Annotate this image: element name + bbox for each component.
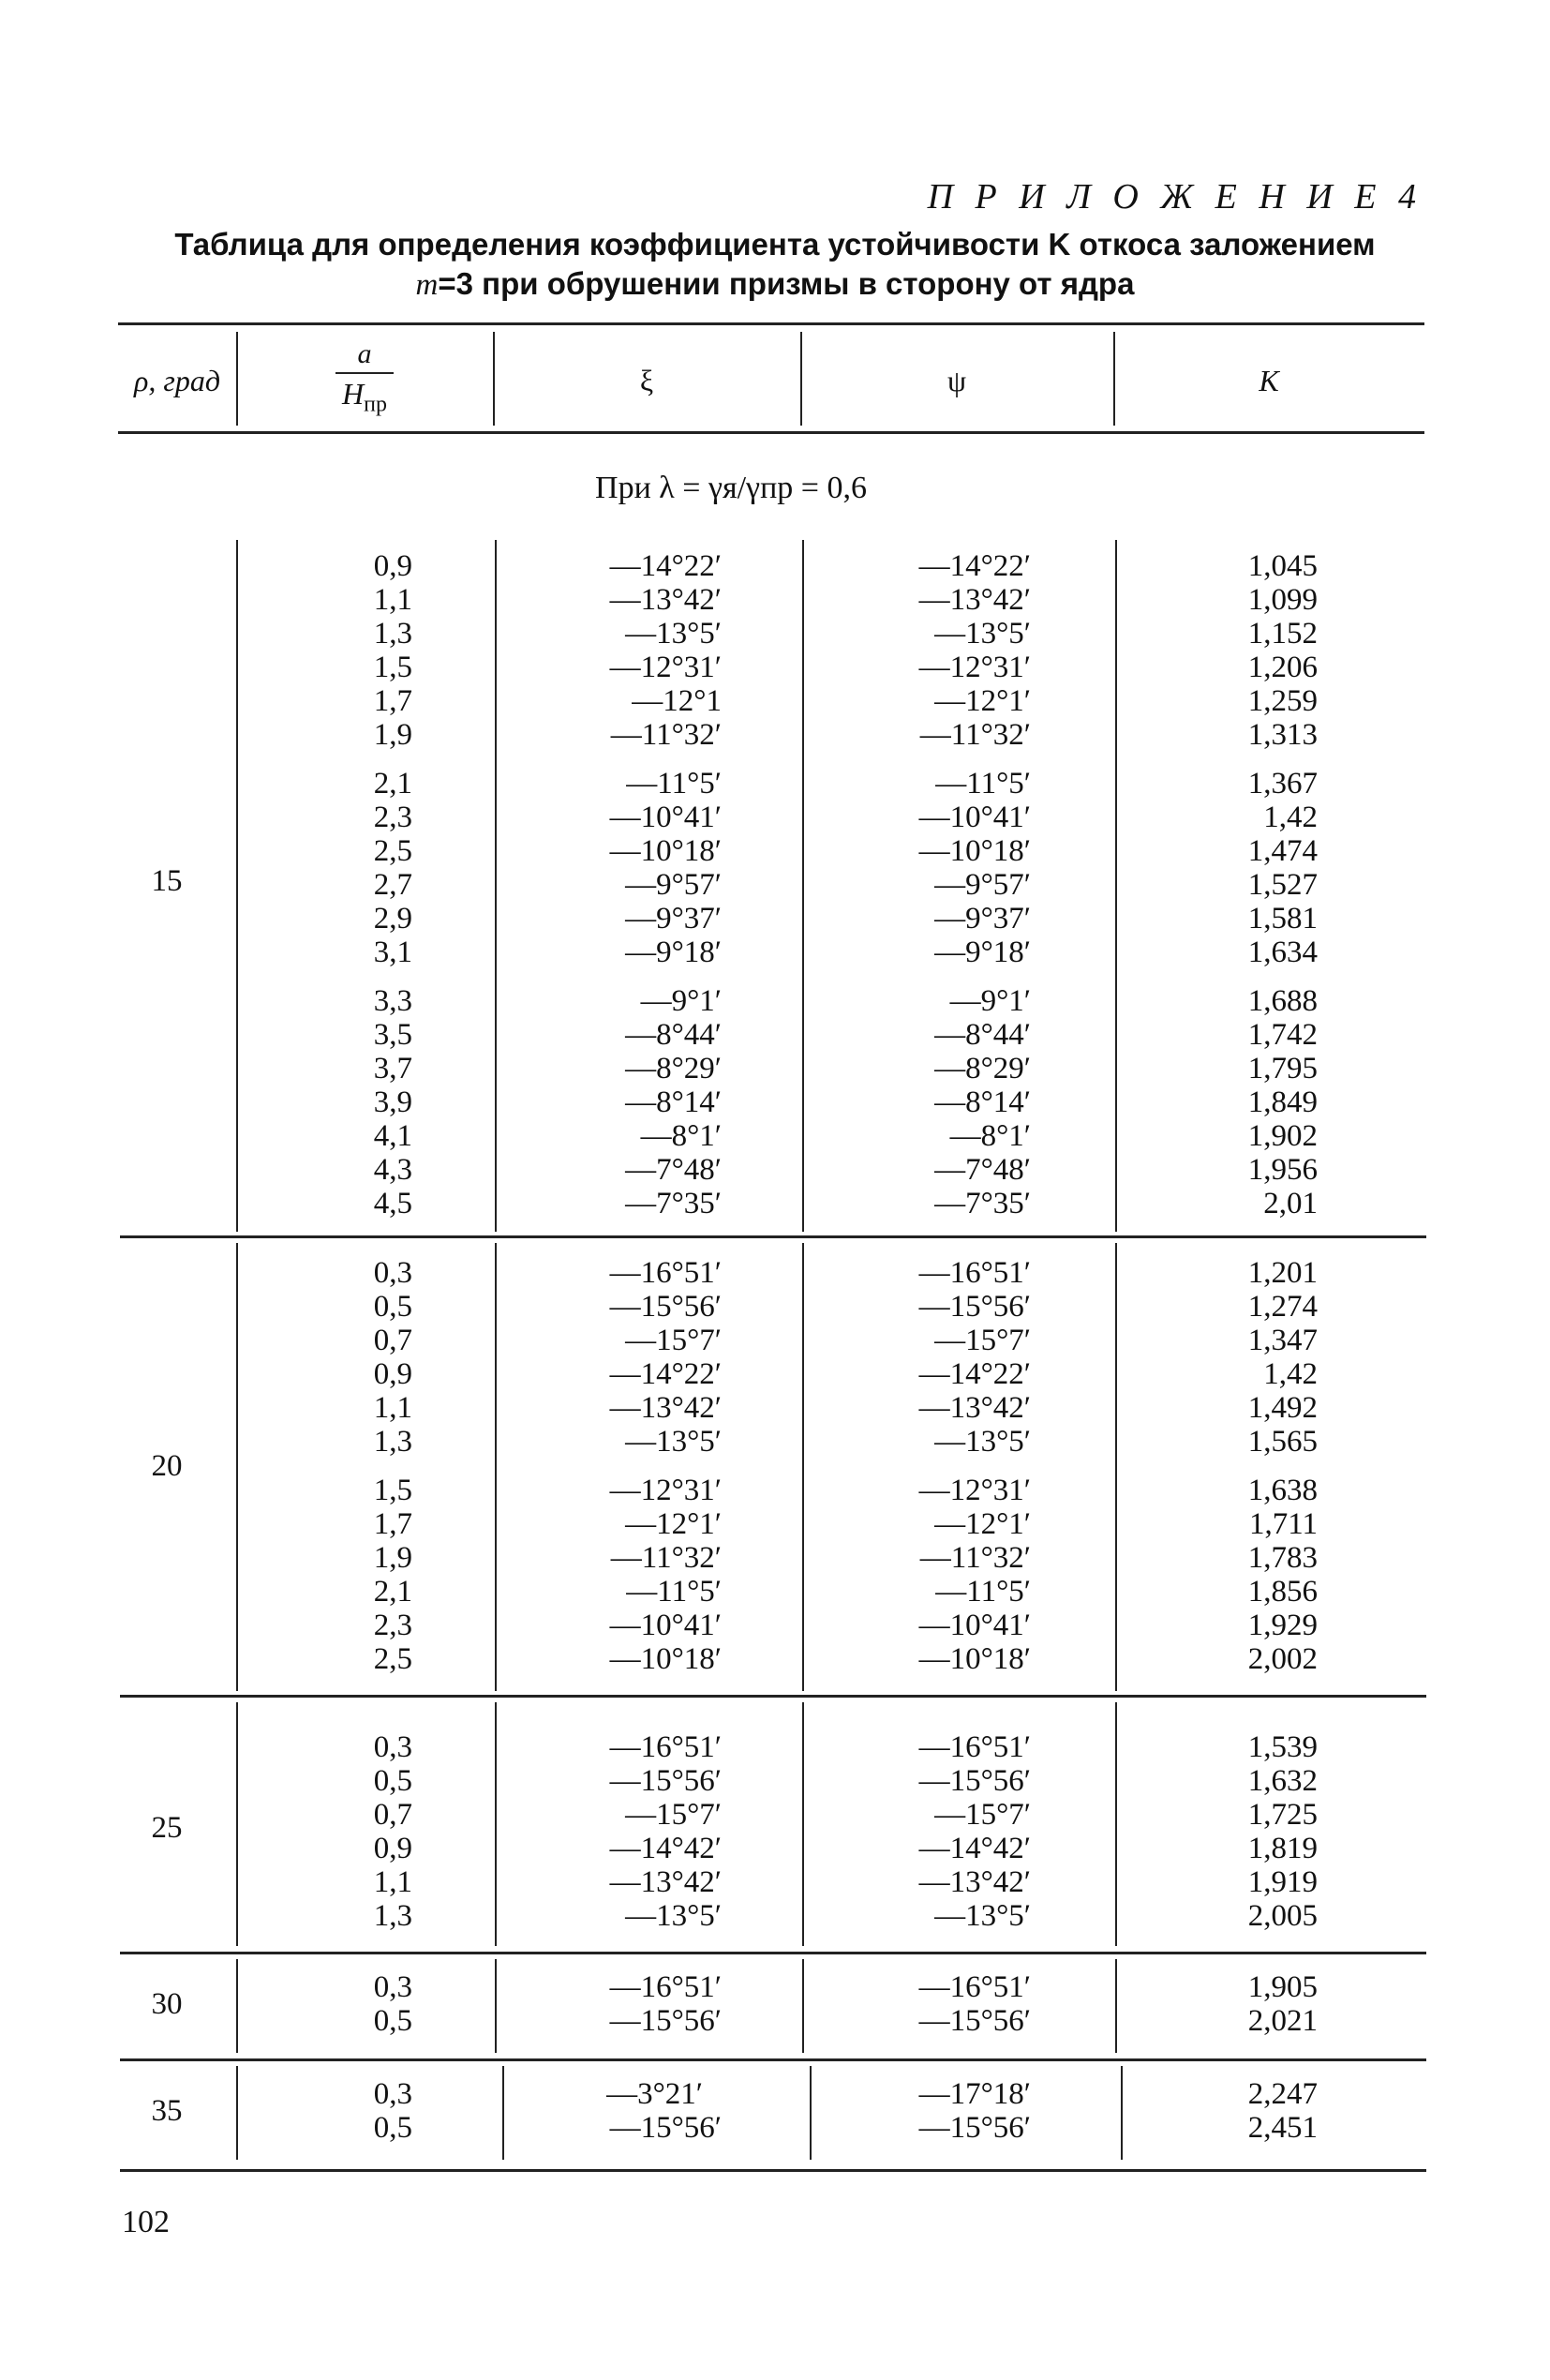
column-xi: [562, 1730, 722, 1933]
title-line-2-text: =3 при обрушении призмы в сторону от ядра: [438, 266, 1135, 301]
section-separator: [495, 1959, 497, 2053]
section-separator: [495, 1702, 497, 1946]
section-rho-25: [0, 1730, 1550, 1937]
cell-xi: —12°1′: [625, 1507, 722, 1541]
cell-psi: —10°41′: [918, 1609, 1031, 1642]
cell-a: 0,3: [373, 1256, 412, 1290]
cell-k: 1,474: [1247, 834, 1318, 868]
cell-xi: —11°32′: [610, 718, 722, 752]
col-header-xi: ξ: [639, 363, 654, 397]
title-variable: m: [415, 268, 439, 302]
cell-xi: —12°31′: [609, 651, 722, 684]
cell-k: 1,152: [1247, 617, 1318, 651]
fraction-bar: [335, 372, 394, 374]
cell-a: 0,9: [373, 1832, 412, 1865]
cell-xi: —13°42′: [609, 1865, 722, 1899]
cell-xi: —15°7′: [625, 1324, 722, 1357]
cell-xi: —10°18′: [609, 834, 722, 868]
cell-psi: —11°5′: [935, 1575, 1031, 1609]
cell-a: 0,7: [373, 1324, 412, 1357]
cell-psi: —16°51′: [918, 1730, 1031, 1764]
cell-psi: —8°1′: [949, 1119, 1031, 1153]
cell-xi: —15°56′: [609, 1290, 722, 1324]
cell-xi: —15°7′: [625, 1798, 722, 1832]
cell-a: 0,9: [373, 1357, 412, 1391]
cell-k: 1,905: [1247, 1970, 1318, 2004]
column-k: [1200, 2077, 1318, 2145]
cell-xi: —9°18′: [625, 936, 722, 969]
section-rule: [120, 1235, 1426, 1238]
cell-a: 1,3: [373, 1899, 412, 1933]
cell-psi: —14°42′: [918, 1832, 1031, 1865]
cell-psi: —11°32′: [919, 718, 1031, 752]
cell-psi: —13°42′: [918, 583, 1031, 617]
column-psi: [872, 1970, 1031, 2038]
column-psi: [872, 1256, 1031, 1676]
cell-k: 1,919: [1247, 1865, 1318, 1899]
cell-xi: —11°5′: [626, 1575, 722, 1609]
cell-xi: —16°51′: [609, 1730, 722, 1764]
cell-psi: —15°56′: [918, 1290, 1031, 1324]
cell-psi: —8°29′: [934, 1052, 1031, 1085]
col-header-k: K: [1259, 363, 1279, 397]
title-line-1: Таблица для определения коэффициента устойчивости K откоса заложением: [174, 227, 1376, 262]
cell-a: 1,5: [373, 651, 412, 684]
cell-xi: —10°41′: [609, 801, 722, 834]
cell-xi: —8°29′: [625, 1052, 722, 1085]
cell-k: 1,742: [1247, 1018, 1318, 1052]
cell-psi: —15°7′: [934, 1798, 1031, 1832]
column-k: [1200, 1730, 1318, 1933]
cell-k: 1,956: [1247, 1153, 1318, 1187]
cell-psi: —13°5′: [934, 1899, 1031, 1933]
col-header-psi: ψ: [946, 363, 967, 397]
column-a-ratio: [309, 1256, 412, 1676]
cell-k: 2,247: [1247, 2077, 1318, 2111]
cell-xi: —12°1: [632, 684, 722, 718]
cell-a: 2,1: [373, 767, 412, 801]
cell-psi: —13°42′: [918, 1391, 1031, 1425]
cell-k: 1,347: [1247, 1324, 1318, 1357]
cell-xi: —9°57′: [625, 868, 722, 902]
cell-xi: —16°51′: [609, 1970, 722, 2004]
section-rule: [120, 2058, 1426, 2061]
cell-k: 2,01: [1263, 1187, 1318, 1220]
column-k: [1200, 1256, 1318, 1676]
cell-a: 1,3: [373, 617, 412, 651]
cell-k: 1,849: [1247, 1085, 1318, 1119]
cell-k: 1,856: [1247, 1575, 1318, 1609]
cell-a: 0,3: [373, 1970, 412, 2004]
cell-k: 1,632: [1247, 1764, 1318, 1798]
column-k: [1200, 549, 1318, 1220]
cell-xi: —12°31′: [609, 1474, 722, 1507]
cell-a: 4,5: [373, 1187, 412, 1220]
cell-psi: —12°31′: [918, 651, 1031, 684]
cell-k: 1,42: [1263, 801, 1318, 834]
cell-a: 1,9: [373, 718, 412, 752]
cell-a: 3,5: [373, 1018, 412, 1052]
cell-psi: —16°51′: [918, 1970, 1031, 2004]
cell-xi: —14°42′: [609, 1832, 722, 1865]
cell-k: 1,902: [1247, 1119, 1318, 1153]
section-separator: [502, 2066, 504, 2160]
column-a-ratio: [309, 549, 412, 1220]
cell-psi: —9°57′: [934, 868, 1031, 902]
cell-a: 1,1: [373, 1865, 412, 1899]
cell-k: 1,259: [1247, 684, 1318, 718]
cell-xi: —10°18′: [609, 1642, 722, 1676]
cell-a: 2,3: [373, 1609, 412, 1642]
cell-k: 1,929: [1247, 1609, 1318, 1642]
cell-a: 0,9: [373, 549, 412, 583]
section-separator: [236, 1959, 238, 2053]
section-separator: [802, 540, 804, 1232]
cell-xi: —9°1′: [640, 984, 722, 1018]
cell-xi: —13°42′: [609, 1391, 722, 1425]
table-title: [112, 225, 1438, 305]
cell-k: 1,688: [1247, 984, 1318, 1018]
cell-k: 1,367: [1247, 767, 1318, 801]
cell-a: 1,3: [373, 1425, 412, 1459]
section-separator: [495, 1243, 497, 1691]
cell-psi: —11°5′: [935, 767, 1031, 801]
column-xi: [562, 1256, 722, 1676]
table-bottom-rule: [120, 2169, 1426, 2172]
col-header-a-ratio: [236, 330, 493, 431]
cell-k: 2,021: [1247, 2004, 1318, 2038]
cell-psi: —14°22′: [918, 549, 1031, 583]
cell-psi: —17°18′: [918, 2077, 1031, 2111]
cell-k: 1,634: [1247, 936, 1318, 969]
cell-a: 0,5: [373, 2004, 412, 2038]
section-rho-35: [0, 2077, 1550, 2148]
cell-psi: —12°1′: [934, 1507, 1031, 1541]
cell-xi: —11°32′: [610, 1541, 722, 1575]
rho-value: 20: [151, 1449, 183, 1483]
cell-xi: —14°22′: [609, 549, 722, 583]
column-a-ratio: [309, 1730, 412, 1933]
condition-line: При λ = γя/γпр = 0,6: [595, 471, 867, 505]
cell-a: 1,7: [373, 1507, 412, 1541]
rho-value: 35: [151, 2094, 183, 2128]
section-separator: [1115, 1702, 1117, 1946]
cell-k: 2,451: [1247, 2111, 1318, 2145]
cell-xi: —15°56′: [609, 2004, 722, 2038]
cell-psi: —10°41′: [918, 801, 1031, 834]
cell-a: 0,7: [373, 1798, 412, 1832]
cell-xi: —10°41′: [609, 1609, 722, 1642]
section-separator: [236, 2066, 238, 2160]
cell-a: 1,1: [373, 583, 412, 617]
cell-xi: —9°37′: [625, 902, 722, 936]
cell-xi: —13°5′: [625, 1425, 722, 1459]
fraction-denominator-h: H: [342, 377, 365, 412]
cell-xi: —13°5′: [625, 617, 722, 651]
cell-a: 3,7: [373, 1052, 412, 1085]
cell-psi: —9°18′: [934, 936, 1031, 969]
cell-a: 2,1: [373, 1575, 412, 1609]
section-separator: [802, 1959, 804, 2053]
cell-k: 1,783: [1247, 1541, 1318, 1575]
cell-k: 1,201: [1247, 1256, 1318, 1290]
cell-xi: —7°35′: [625, 1187, 722, 1220]
cell-psi: —8°14′: [934, 1085, 1031, 1119]
cell-a: 3,3: [373, 984, 412, 1018]
cell-k: 1,527: [1247, 868, 1318, 902]
fraction-numerator: a: [357, 338, 372, 370]
cell-psi: —9°37′: [934, 902, 1031, 936]
section-rho-30: [0, 1970, 1550, 2042]
cell-psi: —16°51′: [918, 1256, 1031, 1290]
fraction-denominator-sub: пр: [364, 392, 387, 417]
cell-xi: —11°5′: [626, 767, 722, 801]
cell-k: 1,492: [1247, 1391, 1318, 1425]
cell-a: 2,9: [373, 902, 412, 936]
cell-psi: —7°35′: [934, 1187, 1031, 1220]
title-line-2: [112, 264, 1438, 305]
section-separator: [236, 540, 238, 1232]
cell-a: 0,5: [373, 2111, 412, 2145]
section-separator: [236, 1702, 238, 1946]
section-separator: [1115, 1243, 1117, 1691]
cell-xi: —15°56′: [609, 2111, 722, 2145]
cell-a: 2,5: [373, 834, 412, 868]
column-psi: [872, 2077, 1031, 2145]
cell-k: 1,795: [1247, 1052, 1318, 1085]
cell-xi: —13°5′: [625, 1899, 722, 1933]
cell-k: 2,002: [1247, 1642, 1318, 1676]
header-top-rule: [118, 322, 1424, 325]
appendix-label: П Р И Л О Ж Е Н И Е 4: [927, 177, 1423, 217]
cell-a: 1,1: [373, 1391, 412, 1425]
cell-a: 4,1: [373, 1119, 412, 1153]
cell-psi: —15°7′: [934, 1324, 1031, 1357]
cell-psi: —9°1′: [949, 984, 1031, 1018]
cell-xi: —8°1′: [640, 1119, 722, 1153]
cell-xi: —16°51′: [609, 1256, 722, 1290]
cell-k: 1,725: [1247, 1798, 1318, 1832]
cell-xi: —13°42′: [609, 583, 722, 617]
cell-a: 2,7: [373, 868, 412, 902]
rho-value: 30: [151, 1987, 183, 2021]
rho-value: 15: [151, 864, 183, 898]
cell-k: 1,099: [1247, 583, 1318, 617]
section-rule: [120, 1952, 1426, 1954]
cell-psi: —12°31′: [918, 1474, 1031, 1507]
cell-a: 3,1: [373, 936, 412, 969]
cell-a: 0,3: [373, 1730, 412, 1764]
section-separator: [1121, 2066, 1123, 2160]
a-over-h-fraction: [335, 338, 394, 422]
cell-psi: —15°56′: [918, 2111, 1031, 2145]
column-psi: [872, 549, 1031, 1220]
cell-psi: —13°5′: [934, 1425, 1031, 1459]
cell-psi: —15°56′: [918, 1764, 1031, 1798]
cell-psi: —10°18′: [918, 1642, 1031, 1676]
column-k: [1200, 1970, 1318, 2038]
cell-k: 1,711: [1248, 1507, 1318, 1541]
cell-k: 1,045: [1247, 549, 1318, 583]
cell-a: 2,5: [373, 1642, 412, 1676]
header-bottom-rule: [118, 431, 1424, 434]
column-xi: [562, 2077, 722, 2145]
cell-psi: —10°18′: [918, 834, 1031, 868]
cell-k: 1,42: [1263, 1357, 1318, 1391]
page-number: 102: [122, 2205, 170, 2239]
section-separator: [802, 1702, 804, 1946]
cell-xi: —15°56′: [609, 1764, 722, 1798]
section-separator: [1115, 540, 1117, 1232]
cell-psi: —15°56′: [918, 2004, 1031, 2038]
cell-a: 0,5: [373, 1290, 412, 1324]
section-separator: [810, 2066, 812, 2160]
cell-a: 4,3: [373, 1153, 412, 1187]
cell-a: 3,9: [373, 1085, 412, 1119]
cell-k: 1,313: [1247, 718, 1318, 752]
section-rule: [120, 1695, 1426, 1698]
cell-a: 2,3: [373, 801, 412, 834]
cell-k: 1,565: [1247, 1425, 1318, 1459]
cell-a: 1,7: [373, 684, 412, 718]
cell-xi: —8°14′: [625, 1085, 722, 1119]
column-psi: [872, 1730, 1031, 1933]
cell-xi: —14°22′: [609, 1357, 722, 1391]
column-a-ratio: [309, 2077, 412, 2145]
cell-psi: —8°44′: [934, 1018, 1031, 1052]
cell-xi: —8°44′: [625, 1018, 722, 1052]
column-xi: [562, 549, 722, 1220]
col-header-rho: ρ, град: [133, 363, 221, 397]
section-separator: [236, 1243, 238, 1691]
section-separator: [1115, 1959, 1117, 2053]
cell-xi: —3°21′: [606, 2077, 703, 2111]
section-separator: [495, 540, 497, 1232]
cell-k: 1,539: [1247, 1730, 1318, 1764]
rho-value: 25: [151, 1811, 183, 1845]
column-xi: [562, 1970, 722, 2038]
cell-k: 1,274: [1247, 1290, 1318, 1324]
section-rho-20: [0, 1256, 1550, 1687]
cell-psi: —11°32′: [919, 1541, 1031, 1575]
cell-a: 0,5: [373, 1764, 412, 1798]
cell-k: 1,581: [1247, 902, 1318, 936]
cell-k: 1,206: [1247, 651, 1318, 684]
column-a-ratio: [309, 1970, 412, 2038]
cell-a: 0,3: [373, 2077, 412, 2111]
cell-a: 1,5: [373, 1474, 412, 1507]
cell-a: 1,9: [373, 1541, 412, 1575]
section-separator: [802, 1243, 804, 1691]
cell-psi: —13°42′: [918, 1865, 1031, 1899]
cell-psi: —12°1′: [934, 684, 1031, 718]
cell-k: 2,005: [1247, 1899, 1318, 1933]
cell-psi: —13°5′: [934, 617, 1031, 651]
cell-k: 1,819: [1247, 1832, 1318, 1865]
cell-k: 1,638: [1247, 1474, 1318, 1507]
section-rho-15: [0, 549, 1550, 1232]
cell-psi: —7°48′: [934, 1153, 1031, 1187]
cell-psi: —14°22′: [918, 1357, 1031, 1391]
fraction-denominator: [342, 376, 387, 422]
cell-xi: —7°48′: [625, 1153, 722, 1187]
